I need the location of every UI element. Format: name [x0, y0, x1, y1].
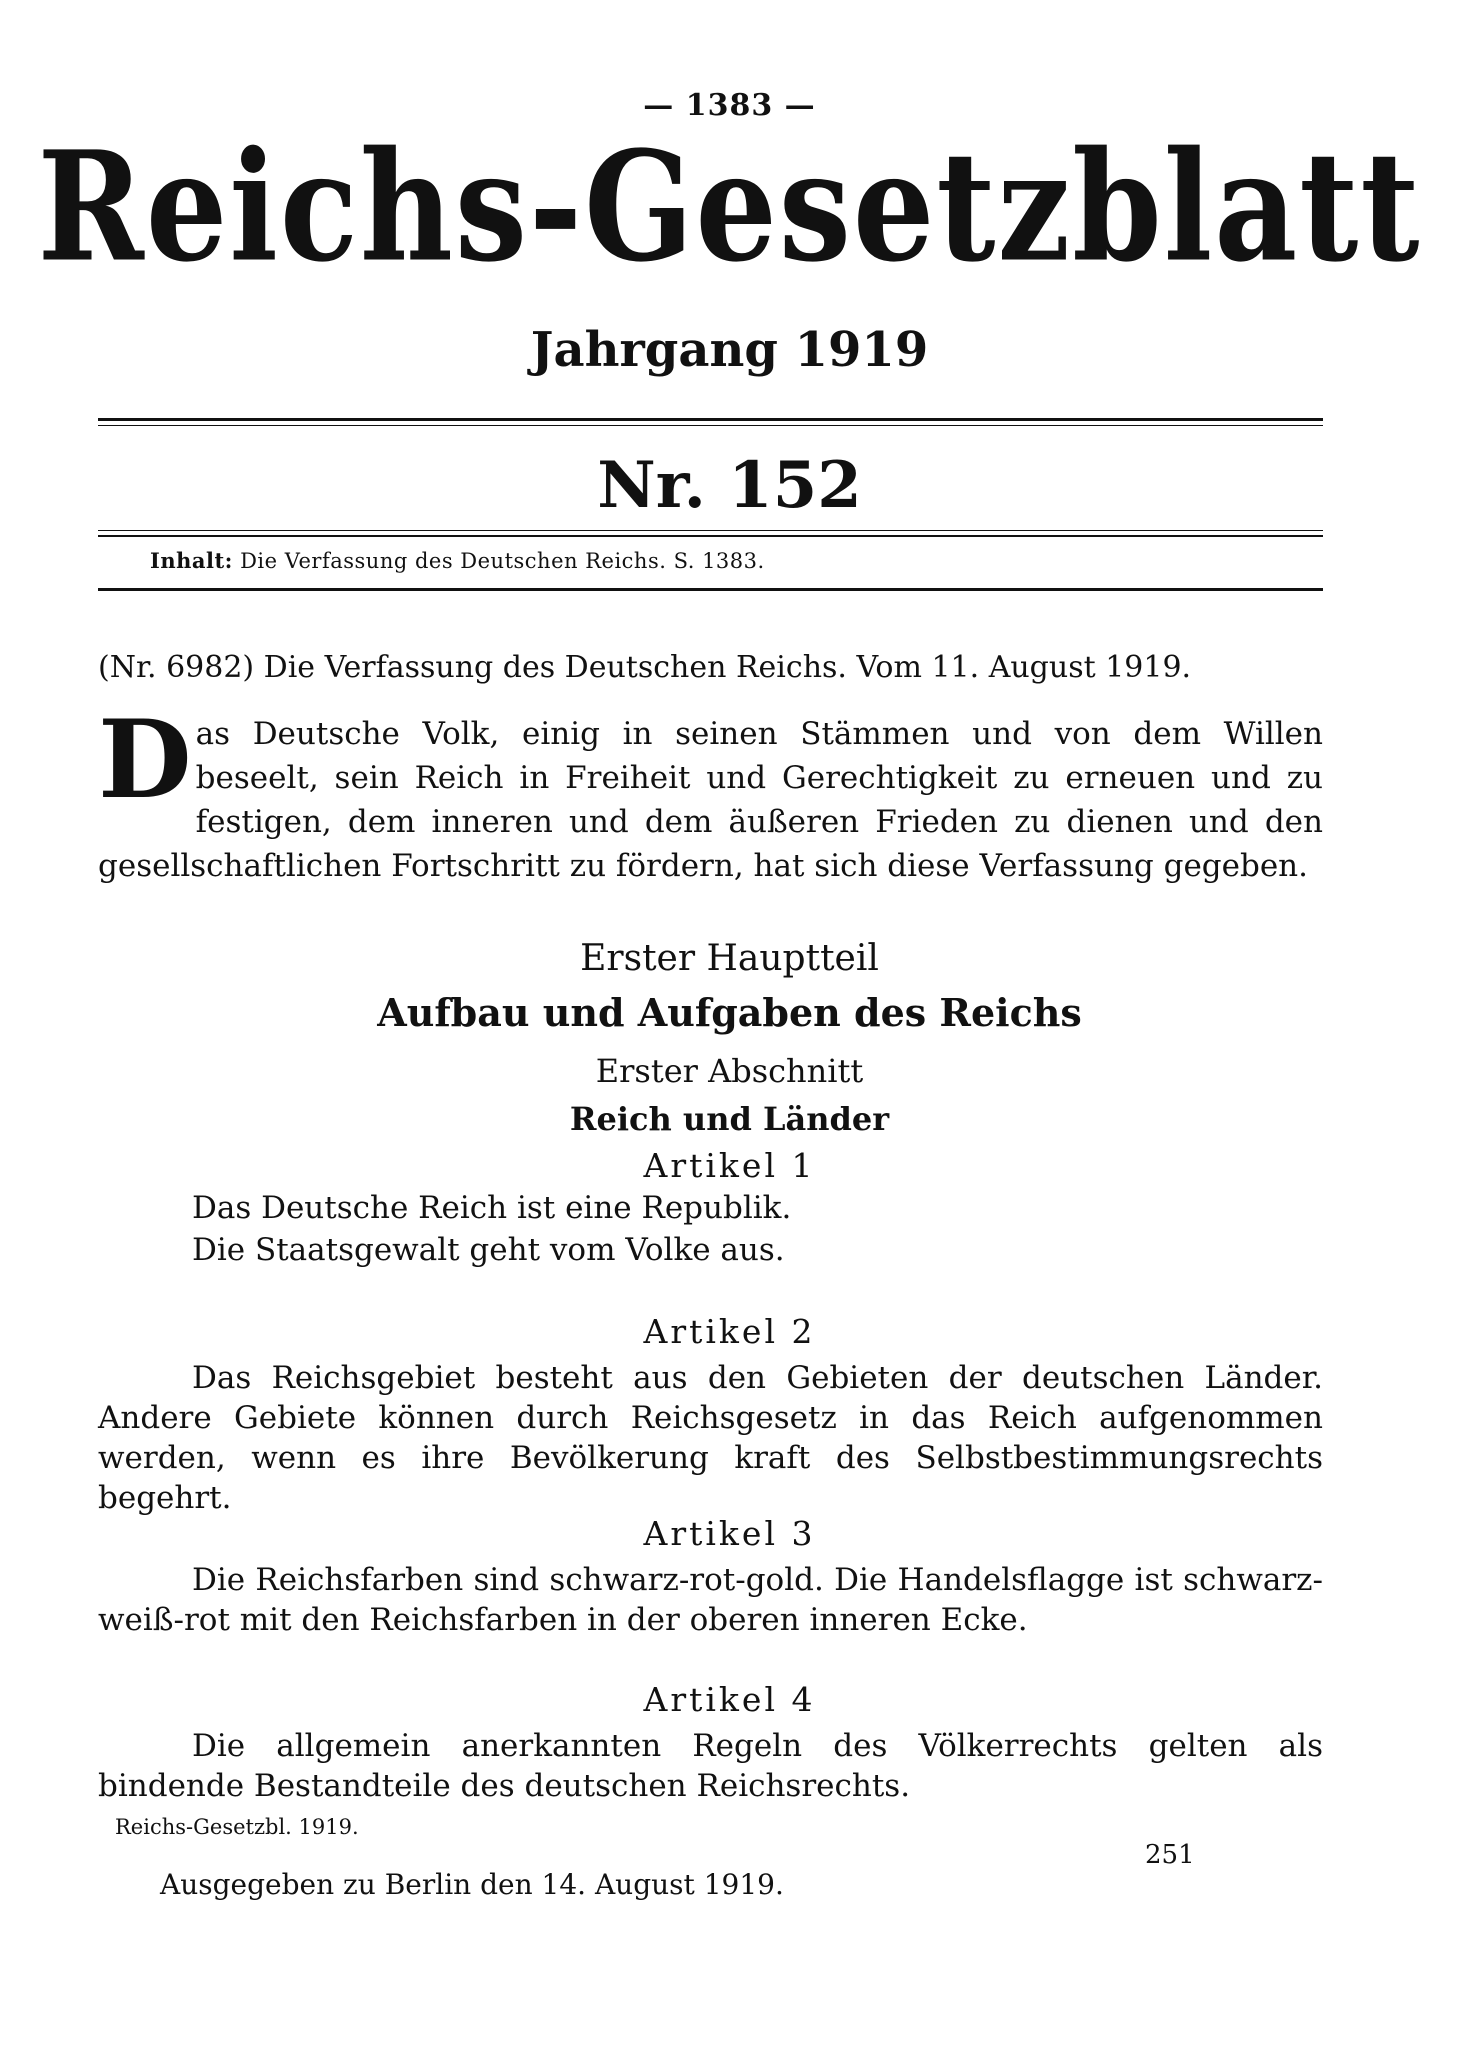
masthead-title: Reichs-Gesetzblatt	[37, 119, 1422, 297]
preamble	[98, 697, 1323, 888]
article-4-text: Die allgemein anerkannten Regeln des Völkerrechts gelten als bindende Bestandteile des deutschen Reichsrechts.	[98, 1728, 1323, 1804]
rule-top-thick	[98, 418, 1323, 421]
preamble-text: as Deutsche Volk, einig in seinen Stämmen und von dem Willen beseelt, sein Reich in Freiheit und Gerechtigkeit zu erneuen und zu festigen, dem inneren und dem äußeren Frieden zu dienen und den gesellschaftlichen Fortschritt zu fördern, hat sich diese Verfassung gegeben.	[98, 716, 1323, 884]
article-1-line-2: Die Staatsgewalt geht vom Volke aus.	[192, 1232, 785, 1268]
section-heading: Erster Abschnitt	[595, 1052, 864, 1090]
footer-sheet-number: 251	[1145, 1840, 1195, 1870]
footer-reference: Reichs-Gesetzbl. 1919.	[115, 1815, 359, 1839]
law-heading: (Nr. 6982) Die Verfassung des Deutschen Reichs. Vom 11. August 1919.	[98, 650, 1192, 685]
article-3-text: Die Reichsfarben sind schwarz-rot-gold. Die Handelsflagge ist schwarz-weiß-rot mit den Reichsfarben in der oberen inneren Ecke.	[98, 1562, 1323, 1638]
contents-text: Die Verfassung des Deutschen Reichs. S. 1383.	[240, 549, 765, 573]
rule-contents-top	[98, 535, 1323, 537]
article-1-title: Artikel 1	[643, 1146, 816, 1185]
article-2-title: Artikel 2	[643, 1312, 816, 1351]
rule-top-thin	[98, 425, 1323, 426]
page-number: — 1383 —	[643, 88, 816, 123]
preamble-dropcap: D	[98, 697, 192, 823]
part-title: Aufbau und Aufgaben des Reichs	[377, 990, 1082, 1035]
article-1-line-1: Das Deutsche Reich ist eine Republik.	[192, 1190, 792, 1226]
article-3-title: Artikel 3	[643, 1514, 816, 1553]
article-4-title: Artikel 4	[643, 1680, 816, 1719]
article-2-text: Das Reichsgebiet besteht aus den Gebieten der deutschen Länder. Andere Gebiete können durch Reichsgesetz in das Reich aufgenommen werden, wenn es ihre Bevölkerung kraft des Selbstbestimmungsrechts begehrt.	[98, 1360, 1323, 1516]
rule-contents-top-thin	[98, 530, 1323, 531]
year-line: Jahrgang 1919	[530, 322, 929, 378]
part-heading: Erster Hauptteil	[580, 938, 879, 979]
issue-number: Nr. 152	[597, 448, 862, 523]
contents-line	[150, 548, 765, 573]
section-title: Reich und Länder	[569, 1100, 890, 1138]
rule-contents-bottom	[98, 588, 1323, 591]
contents-label: Inhalt:	[150, 548, 233, 573]
footer-issued-line: Ausgegeben zu Berlin den 14. August 1919.	[160, 1868, 784, 1901]
